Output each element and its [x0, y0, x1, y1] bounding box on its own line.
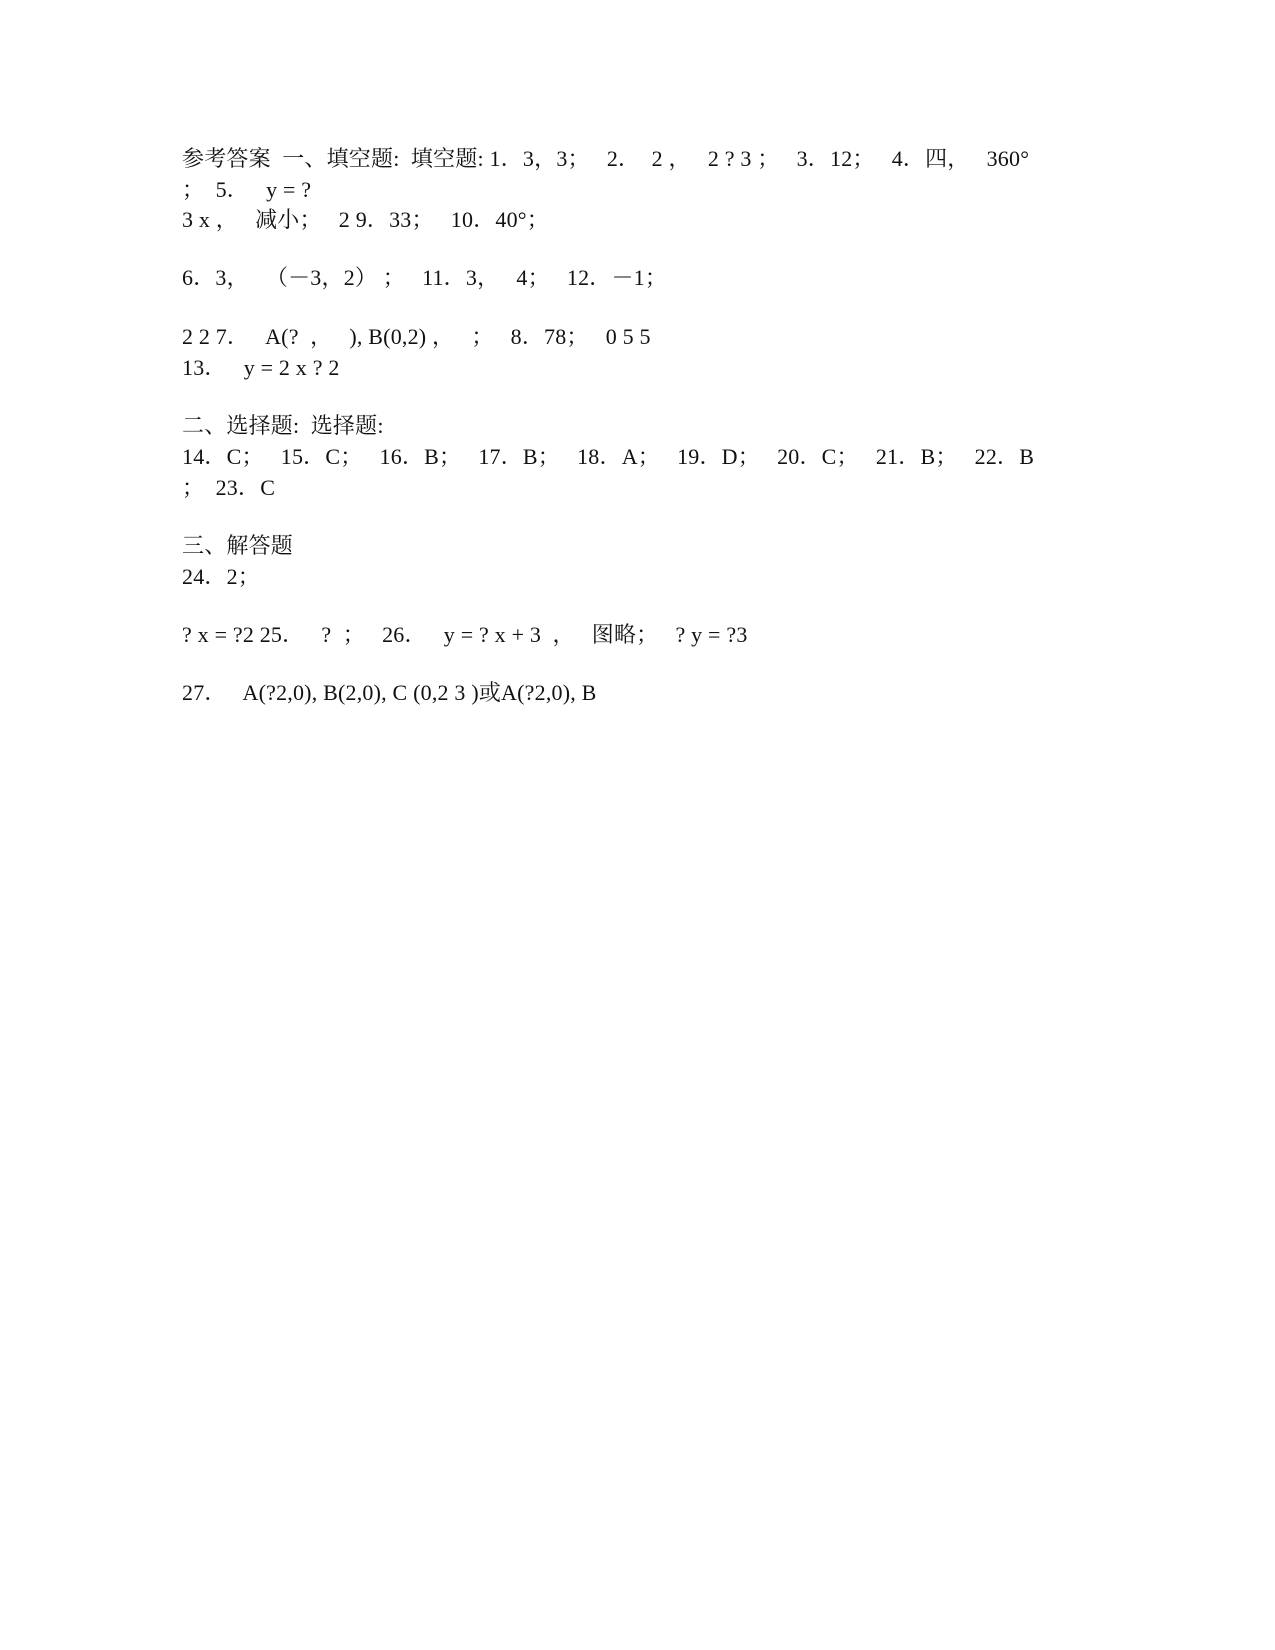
answer-line-1: 参考答案 一、填空题: 填空题: 1．3，3； 2． 2 ， 2 ? 3 ； 3．12； 4．四， 360°	[182, 146, 1030, 171]
answer-line-4: 6．3， （－3，2） ； 11．3， 4； 12．－1；	[182, 265, 668, 290]
answer-line-9: ； 23．C	[182, 475, 276, 500]
answer-line-12: ? x = ?2 25． ? ； 26． y = ? x + 3 ， 图略； ? y = ?3	[182, 622, 748, 647]
answer-line-11: 24．2；	[182, 564, 261, 589]
answer-line-5: 2 2 7． A(? ， ), B(0,2) ， ； 8．78； 0 5 5	[182, 324, 651, 349]
answer-line-6: 13． y = 2 x ? 2	[182, 355, 340, 380]
answer-line-8: 14．C； 15．C； 16．B； 17．B； 18．A； 19．D； 20．C； 21．B； 22．B	[182, 444, 1035, 469]
answer-line-13: 27． A(?2,0), B(2,0), C (0,2 3 )或A(?2,0), B	[182, 680, 597, 705]
answer-line-3: 3 x ， 减小； 2 9．33； 10．40°；	[182, 207, 549, 232]
section-heading-choice: 二、选择题: 选择题:	[182, 413, 384, 438]
section-heading-solutions: 三、解答题	[182, 533, 294, 558]
answer-line-2: ； 5． y = ?	[182, 177, 312, 202]
